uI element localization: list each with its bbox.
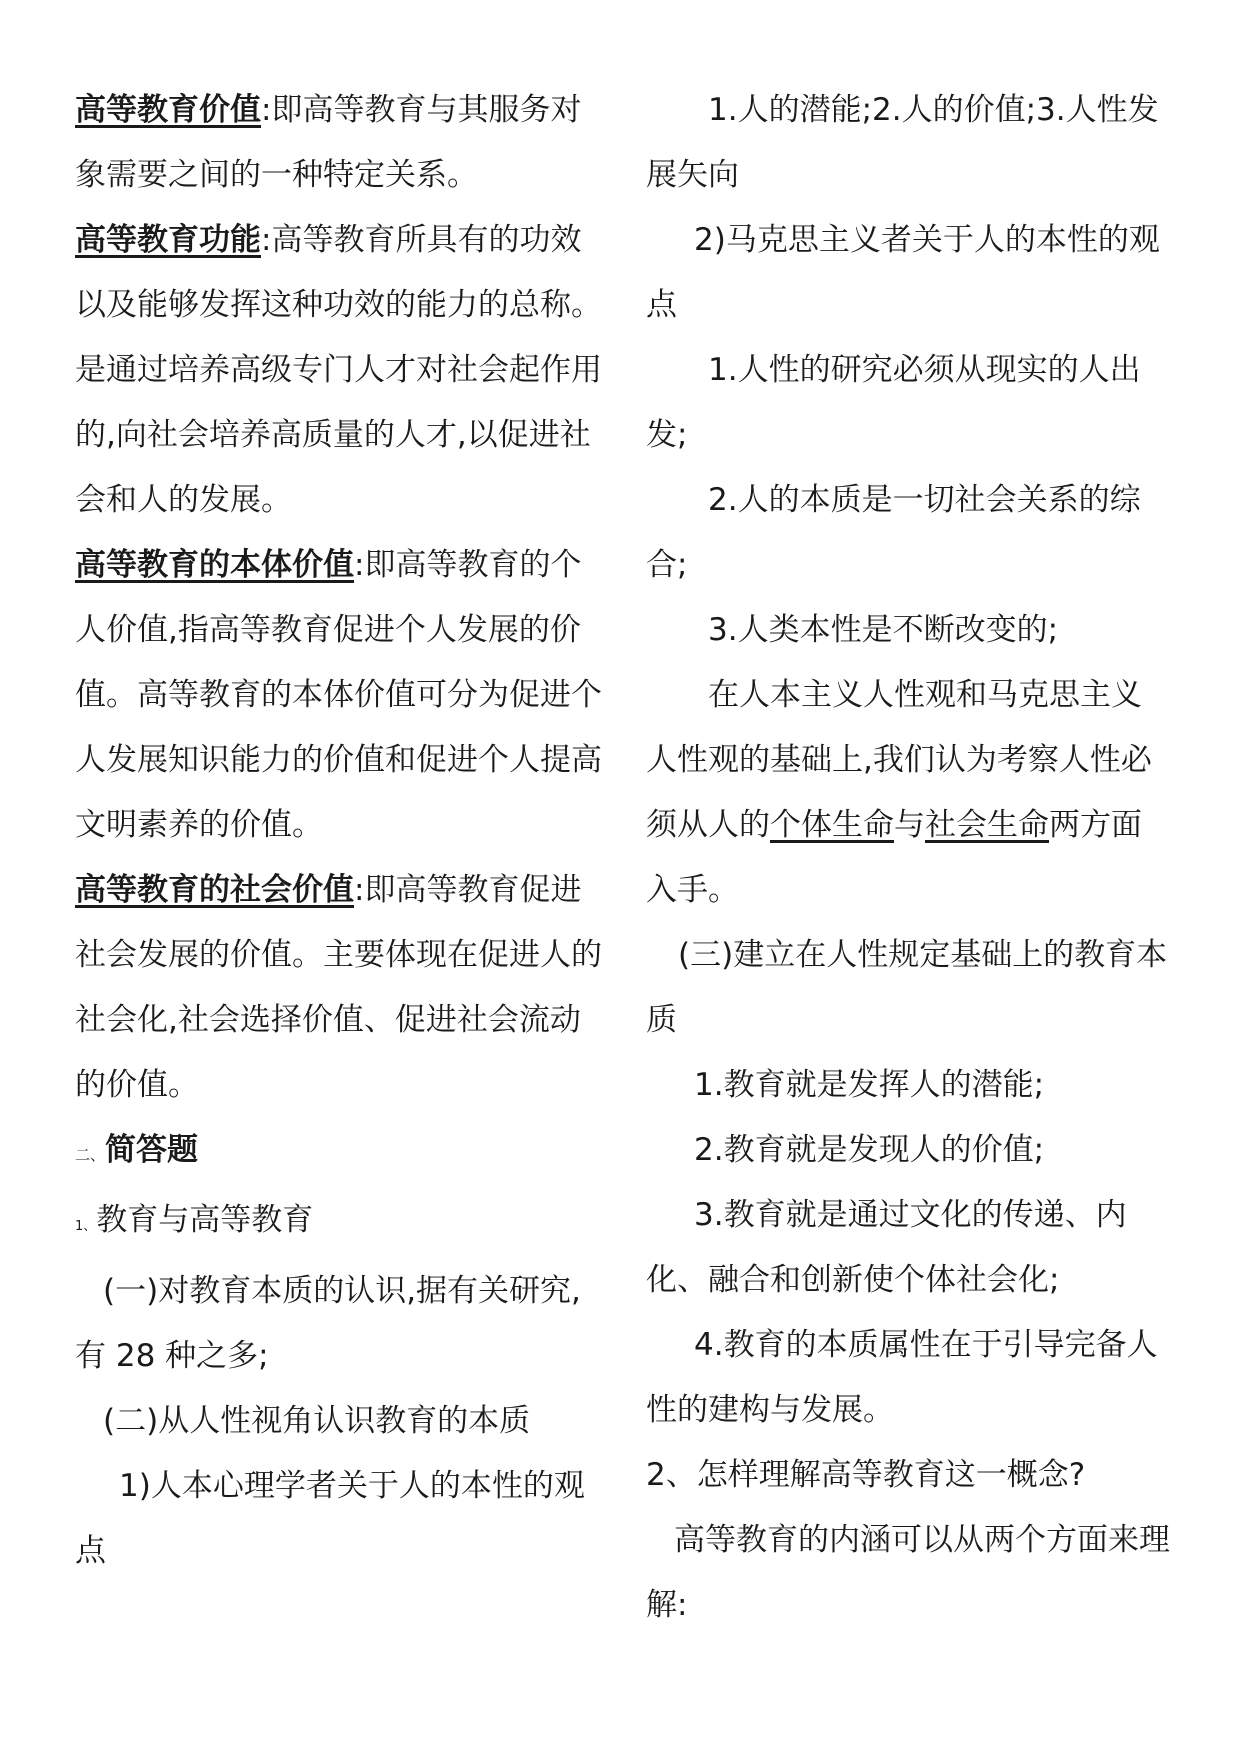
paragraph-part-three: (三)建立在人性规定基础上的教育本质 <box>646 937 1168 1038</box>
question-2-answer: 高等教育的内涵可以从两个方面来理解: <box>646 1522 1170 1623</box>
definition-social-value <box>75 858 607 1118</box>
question-number: 1、 <box>75 1219 97 1234</box>
synthesis-text: 与 <box>894 807 925 843</box>
definition-text: :即高等教育促进社会发展的价值。主要体现在促进人的社会化,社会选择价值、促进社会流动的价值。 <box>75 872 602 1103</box>
section-heading-short-answer <box>75 1118 607 1188</box>
term-higher-education-function: 高等教育功能 <box>75 222 261 258</box>
section-title: 简答题 <box>105 1132 199 1168</box>
underlined-individual-life: 个体生命 <box>770 807 894 843</box>
synthesis-text: 两方面入手。 <box>646 807 1142 908</box>
synthesis-text: 在人本主义人性观和马克思主义人性观的基础上,我们认为考察人性必须从人的 <box>646 677 1152 843</box>
left-column <box>75 78 607 1584</box>
definition-higher-education-function <box>75 208 607 533</box>
right-column <box>646 78 1171 1638</box>
paragraph-part-one: (一)对教育本质的认识,据有关研究,有 28 种之多; <box>75 1273 581 1374</box>
definition-text: :高等教育所具有的功效以及能够发挥这种功效的能力的总称。是通过培养高级专门人才对社会起作用的,向社会培养高质量的人才,以促进社会和人的发展。 <box>75 222 602 518</box>
education-essence-3: 3.教育就是通过文化的传递、内化、融合和创新使个体社会化; <box>646 1197 1127 1298</box>
definition-text: :即高等教育与其服务对象需要之间的一种特定关系。 <box>75 92 582 193</box>
paragraph-humanist-view: 1)人本心理学者关于人的本性的观点 <box>75 1468 585 1569</box>
marxist-point-2: 2.人的本质是一切社会关系的综合; <box>646 482 1141 583</box>
question-2-heading: 2、怎样理解高等教育这一概念? <box>646 1457 1086 1493</box>
paragraph-part-two: (二)从人性视角认识教育的本质 <box>103 1403 531 1439</box>
definition-ontological-value <box>75 533 607 858</box>
term-higher-education-value: 高等教育价值 <box>75 92 261 128</box>
term-social-value: 高等教育的社会价值 <box>75 872 354 908</box>
question-1-heading <box>75 1188 607 1259</box>
marxist-point-3: 3.人类本性是不断改变的; <box>708 612 1059 648</box>
question-title: 教育与高等教育 <box>96 1202 314 1238</box>
definition-higher-education-value <box>75 78 607 208</box>
section-number: 二、 <box>75 1146 106 1164</box>
education-essence-2: 2.教育就是发现人的价值; <box>694 1132 1045 1168</box>
definition-text: :即高等教育的个人价值,指高等教育促进个人发展的价值。高等教育的本体价值可分为促进个人发展知识能力的价值和促进个人提高文明素养的价值。 <box>75 547 602 843</box>
marxist-heading: 2)马克思主义者关于人的本性的观点 <box>646 222 1160 323</box>
education-essence-1: 1.教育就是发挥人的潜能; <box>694 1067 1045 1103</box>
humanist-points: 1.人的潜能;2.人的价值;3.人性发展矢向 <box>646 92 1159 193</box>
marxist-point-1: 1.人性的研究必须从现实的人出发; <box>646 352 1141 453</box>
term-ontological-value: 高等教育的本体价值 <box>75 547 354 583</box>
education-essence-4: 4.教育的本质属性在于引导完备人性的建构与发展。 <box>646 1327 1158 1428</box>
underlined-social-life: 社会生命 <box>925 807 1049 843</box>
synthesis-paragraph <box>646 663 1171 923</box>
